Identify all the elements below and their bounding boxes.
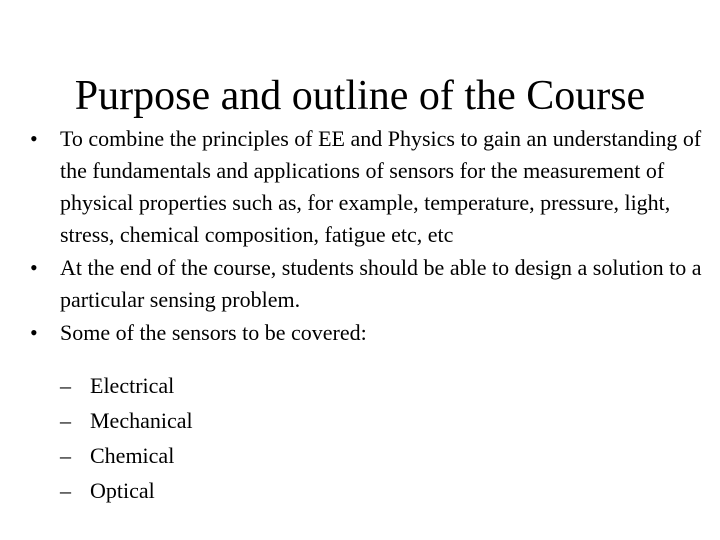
sub-item-chemical <box>30 438 710 473</box>
sub-item-electrical <box>30 368 710 403</box>
sub-item-mechanical <box>30 403 710 438</box>
bullet-text: At the end of the course, students should be able to design a solution to a particular sensing problem. <box>60 255 702 312</box>
dash-marker: – <box>60 478 71 503</box>
bullet-list <box>30 123 710 350</box>
bullet-text: To combine the principles of EE and Physics to gain an understanding of the fundamentals and applications of sensors for the measurement of physical properties such as, for example, temperature, pressure, light, stress, chemical composition, fatigue etc, etc <box>60 126 702 247</box>
sub-item-optical <box>30 473 710 508</box>
bullet-marker: • <box>30 255 38 280</box>
dash-marker: – <box>60 373 71 398</box>
sub-item-text: Electrical <box>90 373 175 398</box>
sub-item-text: Chemical <box>90 443 175 468</box>
dash-marker: – <box>60 408 71 433</box>
bullet-item-1 <box>30 123 710 251</box>
bullet-marker: • <box>30 126 38 151</box>
sub-item-text: Optical <box>90 478 155 503</box>
bullet-item-2 <box>30 252 710 316</box>
bullet-text: Some of the sensors to be covered: <box>60 320 367 345</box>
bullet-marker: • <box>30 320 38 345</box>
slide-title: Purpose and outline of the Course <box>74 73 646 119</box>
sub-item-text: Mechanical <box>90 408 193 433</box>
sub-bullet-list <box>30 368 710 508</box>
dash-marker: – <box>60 443 71 468</box>
bullet-item-3 <box>30 317 710 349</box>
